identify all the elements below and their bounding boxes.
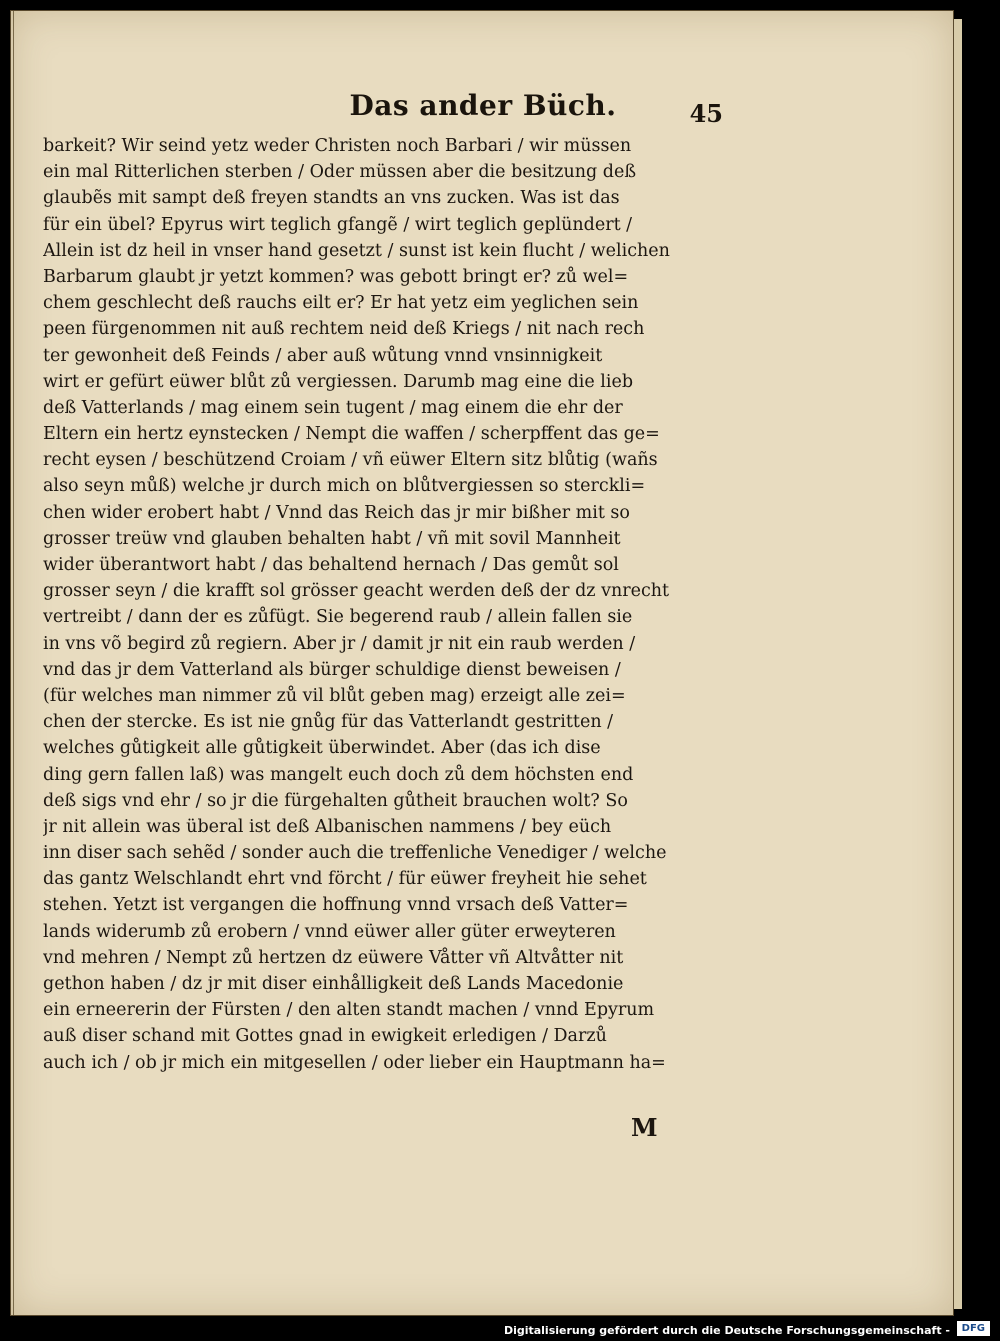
- text-line: vnd das jr dem Vatterland als bürger schuldige dienst beweisen /: [43, 659, 621, 680]
- text-line: vertreibt / dann der es zůfügt. Sie begerend raub / allein fallen sie: [43, 607, 633, 628]
- page-edge-shadow: [954, 19, 962, 1309]
- text-line: (für welches man nimmer zů vil blůt geben mag) erzeigt alle zei=: [43, 685, 626, 706]
- text-line: inn diser sach sehẽd / sonder auch die treffenliche Venediger / welche: [43, 843, 667, 864]
- text-line: stehen. Yetzt ist vergangen die hoffnung vnnd vrsach deß Vatter=: [43, 895, 629, 916]
- text-line: lands widerumb zů erobern / vnnd eüwer aller güter erweyteren: [43, 921, 616, 942]
- page-edge-rule: [13, 11, 14, 1315]
- text-line: deß sigs vnd ehr / so jr die fürgehalten gůtheit brauchen wolt? So: [43, 790, 628, 811]
- text-line: welches gůtigkeit alle gůtigkeit überwindet. Aber (das ich dise: [43, 738, 601, 759]
- text-line: auch ich / ob jr mich ein mitgesellen / oder lieber ein Hauptmann ha=: [43, 1052, 666, 1073]
- text-line: Barbarum glaubt jr yetzt kommen? was gebott bringt er? zů wel=: [43, 266, 629, 287]
- running-head: [11, 89, 955, 122]
- text-line: recht eysen / beschützend Croiam / vñ eüwer Eltern sitz blůtig (wañs: [43, 450, 658, 471]
- text-line: vnd mehren / Nempt zů hertzen dz eüwere Våtter vñ Altvåtter nit: [43, 947, 624, 968]
- dfg-logo: DFG: [957, 1321, 990, 1336]
- text-line: deß Vatterlands / mag einem sein tugent / mag einem die ehr der: [43, 397, 623, 418]
- page-number: 45: [689, 99, 723, 128]
- body-text: [43, 133, 745, 1076]
- text-line: peen fürgenommen nit auß rechtem neid deß Kriegs / nit nach rech: [43, 319, 645, 340]
- text-line: gethon haben / dz jr mit diser einhålligkeit deß Lands Macedonie: [43, 974, 624, 994]
- text-line: in vns võ begird zů regiern. Aber jr / damit jr nit ein raub werden /: [43, 633, 636, 654]
- text-line: chem geschlecht deß rauchs eilt er? Er hat yetz eim yeglichen sein: [43, 293, 639, 314]
- text-line: ter gewonheit deß Feinds / aber auß wůtung vnnd vnsinnigkeit: [43, 345, 603, 366]
- text-line: wider überantwort habt / das behaltend hernach / Das gemůt sol: [43, 555, 619, 575]
- scanned-page: [10, 10, 954, 1316]
- text-line: für ein übel? Epyrus wirt teglich gfangẽ / wirt teglich geplündert /: [43, 214, 633, 235]
- text-line: also seyn můß) welche jr durch mich on blůtvergiessen so sterckli=: [43, 476, 646, 497]
- text-line: chen der stercke. Es ist nie gnůg für das Vatterlandt gestritten /: [43, 712, 614, 733]
- running-head-title: Das ander Büch.: [349, 89, 617, 122]
- text-line: jr nit allein was überal ist deß Albanischen nammens / bey eüch: [43, 816, 612, 837]
- text-line: glaubẽs mit sampt deß freyen standts an vns zucken. Was ist das: [43, 188, 620, 209]
- text-line: auß diser schand mit Gottes gnad in ewigkeit erledigen / Darzů: [43, 1026, 607, 1047]
- text-line: Eltern ein hertz eynstecken / Nempt die waffen / scherpffent das ge=: [43, 424, 660, 445]
- text-line: ein mal Ritterlichen sterben / Oder müssen aber die besitzung deß: [43, 162, 637, 183]
- text-line: wirt er gefürt eüwer blůt zů vergiessen. Darumb mag eine die lieb: [43, 371, 634, 392]
- digitization-credit: Digitalisierung gefördert durch die Deutsche Forschungsgemeinschaft -: [503, 1324, 950, 1337]
- text-line: Allein ist dz heil in vnser hand gesetzt / sunst ist kein flucht / welichen: [43, 240, 670, 261]
- text-line: das gantz Welschlandt ehrt vnd förcht / für eüwer freyheit hie sehet: [43, 869, 647, 890]
- text-line: barkeit? Wir seind yetz weder Christen noch Barbari / wir müssen: [43, 136, 632, 156]
- text-line: chen wider erobert habt / Vnnd das Reich das jr mir bißher mit so: [43, 502, 630, 523]
- text-line: ding gern fallen laß) was mangelt euch doch zů dem höchsten end: [43, 764, 634, 785]
- text-line: grosser seyn / die krafft sol grösser geacht werden deß der dz vnrecht: [43, 581, 670, 602]
- catchword: M: [631, 1113, 658, 1142]
- text-line: grosser treüw vnd glauben behalten habt / vñ mit sovil Mannheit: [43, 528, 621, 549]
- text-line: ein erneererin der Fürsten / den alten standt machen / vnnd Epyrum: [43, 1000, 655, 1021]
